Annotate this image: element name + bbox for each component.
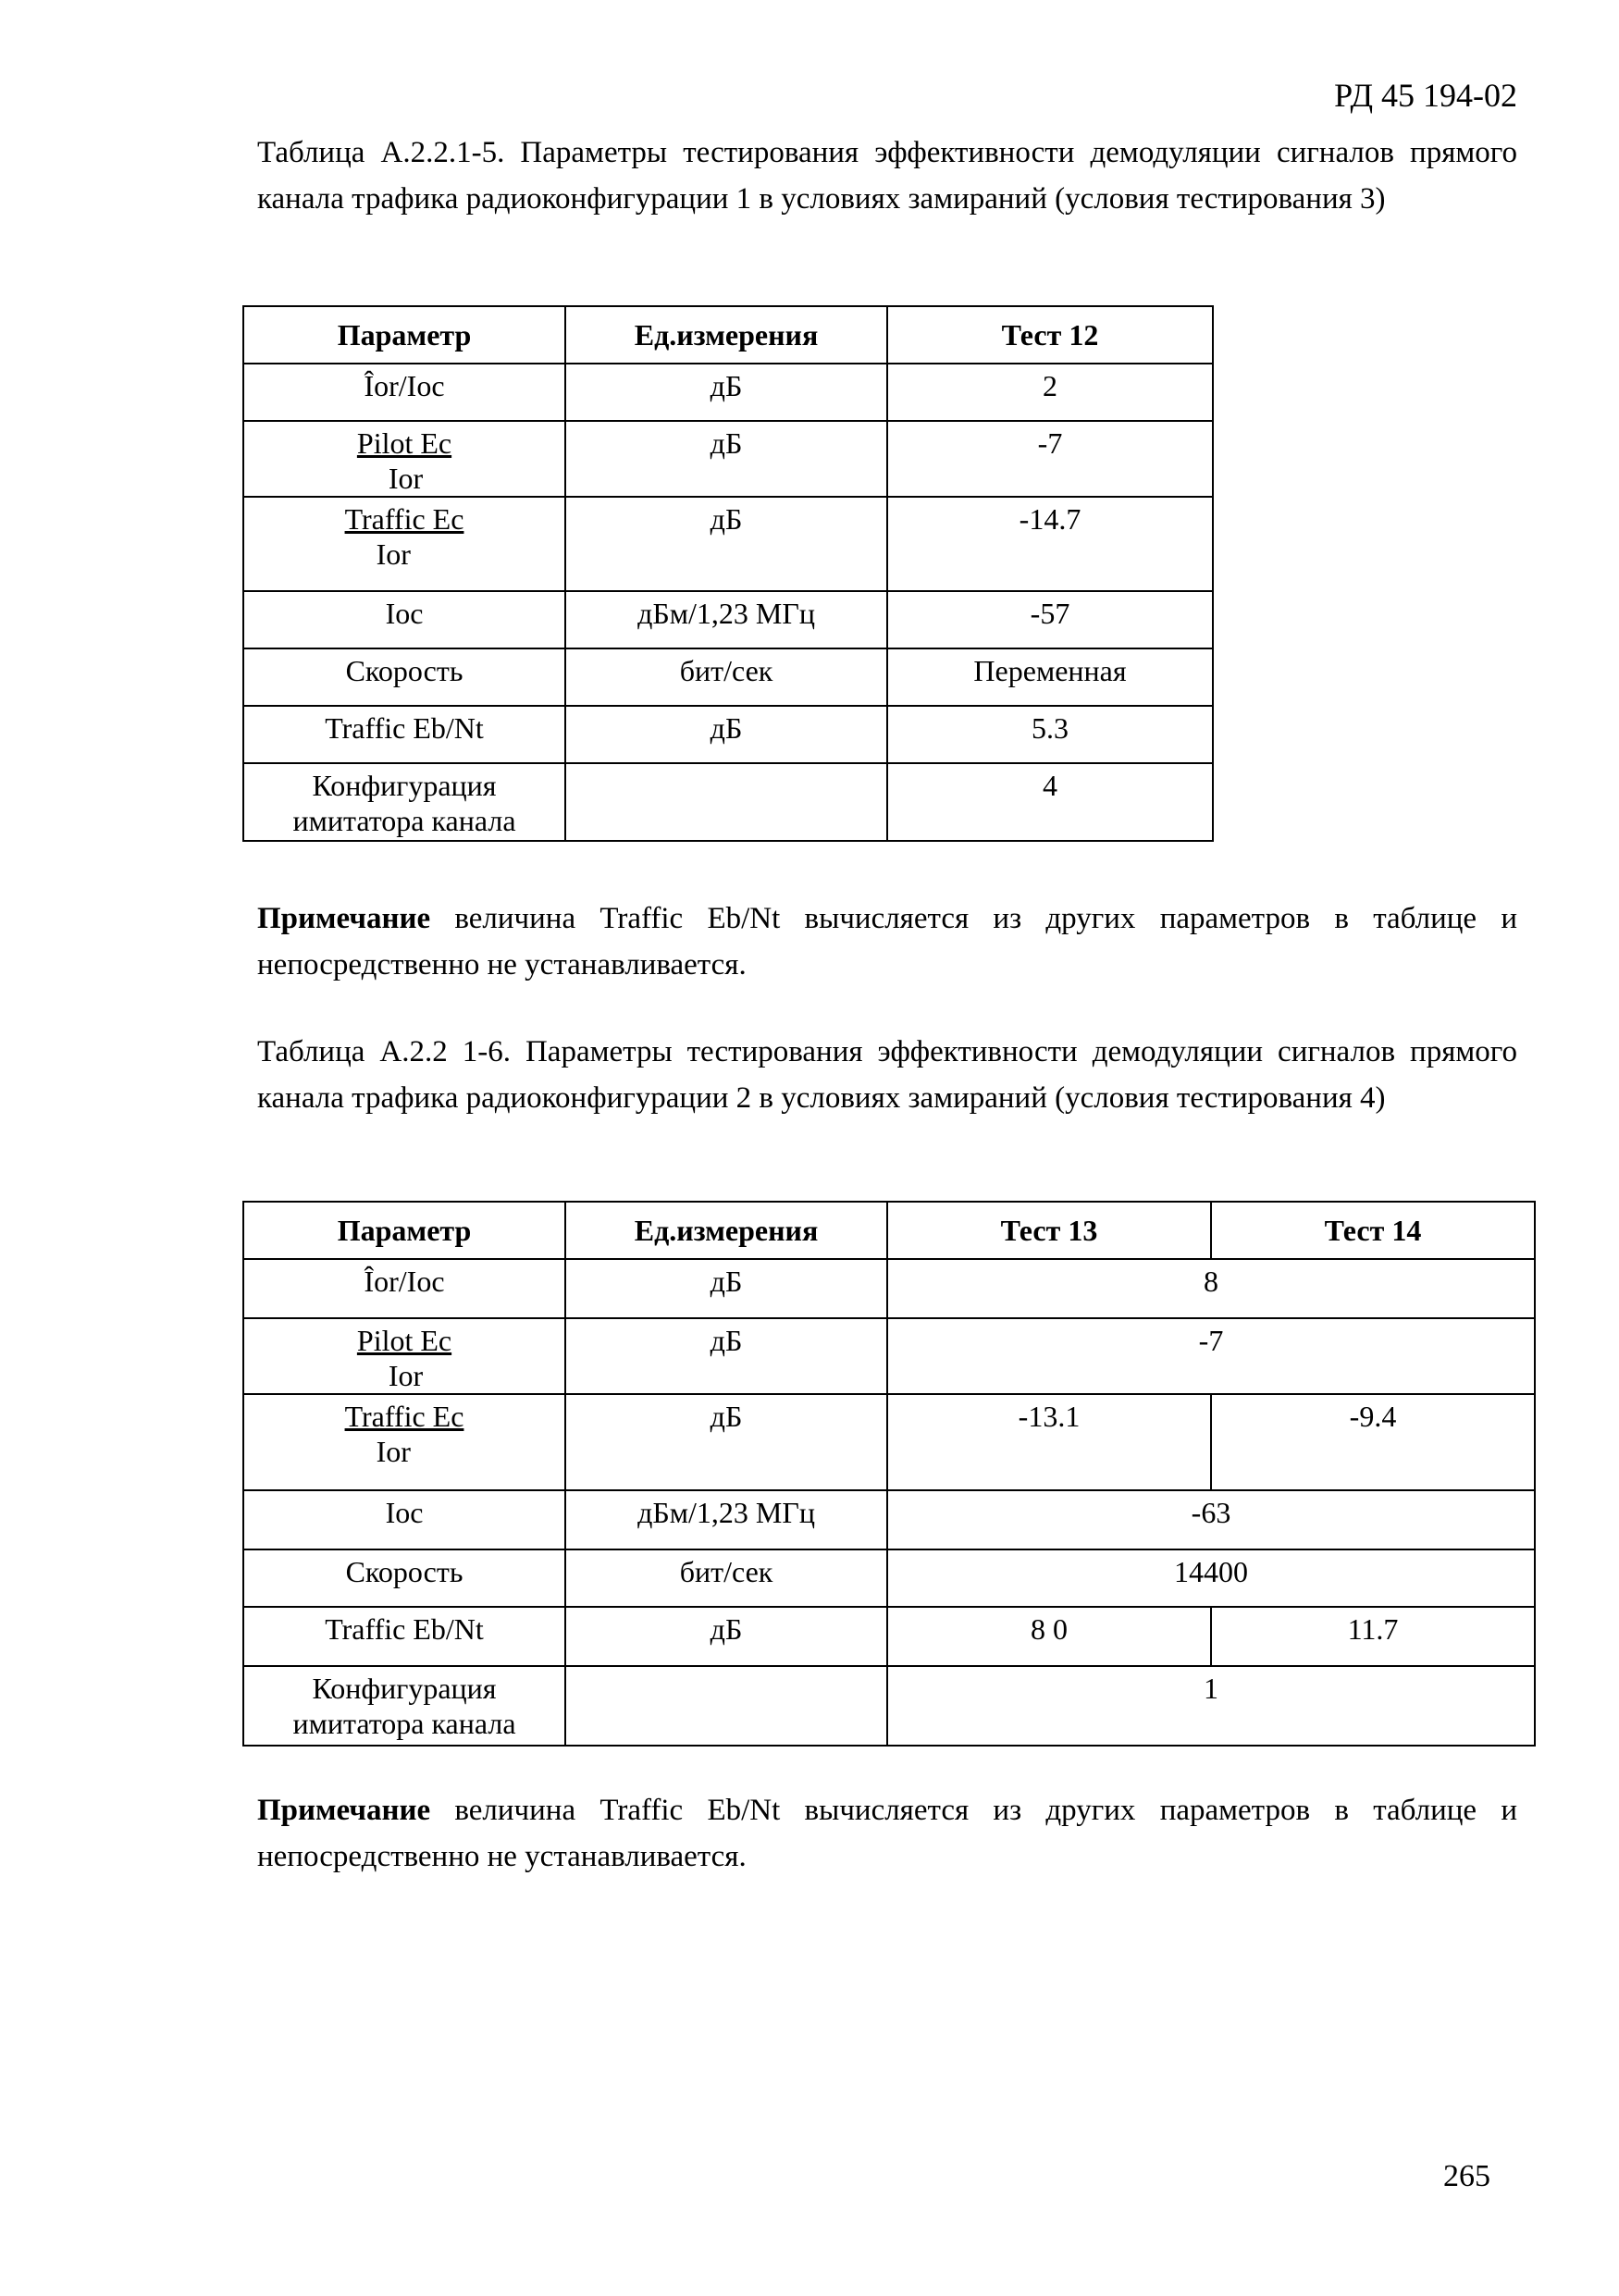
note-text: величина Traffic Eb/Nt вычисляется из других параметров в таблице и непосредственно не устанавливается. (257, 1794, 1517, 1873)
value-cell: -14.7 (887, 497, 1213, 591)
fraction-denominator: Ior (376, 537, 411, 571)
fraction-denominator: Ior (376, 1435, 411, 1468)
table-row (243, 706, 1213, 763)
fraction (357, 426, 451, 496)
fraction-numerator: Pilot Ec (356, 1324, 452, 1357)
value-cell: -63 (887, 1490, 1535, 1549)
table2-header-row (243, 1202, 1535, 1259)
unit-cell: дБ (565, 1318, 887, 1394)
table-row (243, 1490, 1535, 1549)
param-cell: Скорость (243, 648, 565, 706)
table2-note (257, 1787, 1517, 1880)
value-cell: 4 (887, 763, 1213, 841)
table-row (243, 1549, 1535, 1607)
value-cell: 1 (887, 1666, 1535, 1746)
table1 (242, 305, 1214, 842)
param-cell: Îor/Ioc (243, 364, 565, 421)
table-row (243, 763, 1213, 841)
note-label: Примечание (257, 902, 431, 935)
table-row (243, 1394, 1535, 1490)
fraction (345, 501, 464, 572)
unit-cell: бит/сек (565, 648, 887, 706)
unit-cell: дБ (565, 497, 887, 591)
table-row (243, 1259, 1535, 1318)
unit-cell: дБ (565, 1394, 887, 1490)
document-code: РД 45 194-02 (1334, 77, 1517, 114)
value-cell: 5.3 (887, 706, 1213, 763)
value-cell-test14: 11.7 (1211, 1607, 1535, 1666)
param-cell: Ioc (243, 1490, 565, 1549)
value-cell: Переменная (887, 648, 1213, 706)
table-row (243, 1318, 1535, 1394)
unit-cell: дБ (565, 1259, 887, 1318)
table-row (243, 1666, 1535, 1746)
value-cell: 8 (887, 1259, 1535, 1318)
param-cell: Конфигурация имитатора канала (243, 1666, 565, 1746)
param-cell: Îor/Ioc (243, 1259, 565, 1318)
unit-cell (565, 1666, 887, 1746)
param-cell: Traffic Eb/Nt (243, 1607, 565, 1666)
unit-cell: дБ (565, 706, 887, 763)
fraction-denominator: Ior (388, 1359, 424, 1392)
param-cell (243, 497, 565, 591)
column-header: Ед.измерения (565, 1202, 887, 1259)
column-header: Параметр (243, 1202, 565, 1259)
column-header: Тест 14 (1211, 1202, 1535, 1259)
param-cell: Traffic Eb/Nt (243, 706, 565, 763)
value-cell: -7 (887, 421, 1213, 497)
value-cell-test13: -13.1 (887, 1394, 1211, 1490)
column-header: Тест 12 (887, 306, 1213, 364)
fraction-denominator: Ior (388, 462, 424, 495)
param-cell: Конфигурация имитатора канала (243, 763, 565, 841)
value-cell: 2 (887, 364, 1213, 421)
unit-cell: дБм/1,23 МГц (565, 1490, 887, 1549)
value-cell: -7 (887, 1318, 1535, 1394)
unit-cell: дБ (565, 1607, 887, 1666)
unit-cell: бит/сек (565, 1549, 887, 1607)
note-text: величина Traffic Eb/Nt вычисляется из других параметров в таблице и непосредственно не устанавливается. (257, 902, 1517, 981)
value-cell: -57 (887, 591, 1213, 648)
value-cell: 14400 (887, 1549, 1535, 1607)
table-row (243, 497, 1213, 591)
fraction (357, 1323, 451, 1393)
page-number: 265 (1443, 2159, 1490, 2193)
unit-cell: дБ (565, 421, 887, 497)
table-row (243, 591, 1213, 648)
fraction-numerator: Pilot Ec (356, 426, 452, 460)
param-cell: Скорость (243, 1549, 565, 1607)
column-header: Тест 13 (887, 1202, 1211, 1259)
column-header: Ед.измерения (565, 306, 887, 364)
unit-cell (565, 763, 887, 841)
param-cell (243, 1394, 565, 1490)
fraction-numerator: Traffic Ec (344, 502, 464, 536)
table2-caption: Таблица А.2.2 1-6. Параметры тестирования эффективности демодуляции сигналов прямого канала трафика радиоконфигурации 2 в условиях замираний (условия тестирования 4) (257, 1035, 1517, 1115)
unit-cell: дБм/1,23 МГц (565, 591, 887, 648)
table-row (243, 1607, 1535, 1666)
param-cell (243, 421, 565, 497)
table1-caption: Таблица А.2.2.1-5. Параметры тестирования эффективности демодуляции сигналов прямого канала трафика радиоконфигурации 1 в условиях замираний (условия тестирования 3) (257, 136, 1517, 216)
fraction-numerator: Traffic Ec (344, 1400, 464, 1433)
table2 (242, 1201, 1536, 1747)
table-row (243, 364, 1213, 421)
value-cell-test13: 8 0 (887, 1607, 1211, 1666)
table-row (243, 648, 1213, 706)
fraction (345, 1399, 464, 1469)
table1-header-row (243, 306, 1213, 364)
note-label: Примечание (257, 1794, 431, 1827)
param-cell (243, 1318, 565, 1394)
param-cell: Ioc (243, 591, 565, 648)
table-row (243, 421, 1213, 497)
value-cell-test14: -9.4 (1211, 1394, 1535, 1490)
unit-cell: дБ (565, 364, 887, 421)
table1-note (257, 895, 1517, 988)
column-header: Параметр (243, 306, 565, 364)
